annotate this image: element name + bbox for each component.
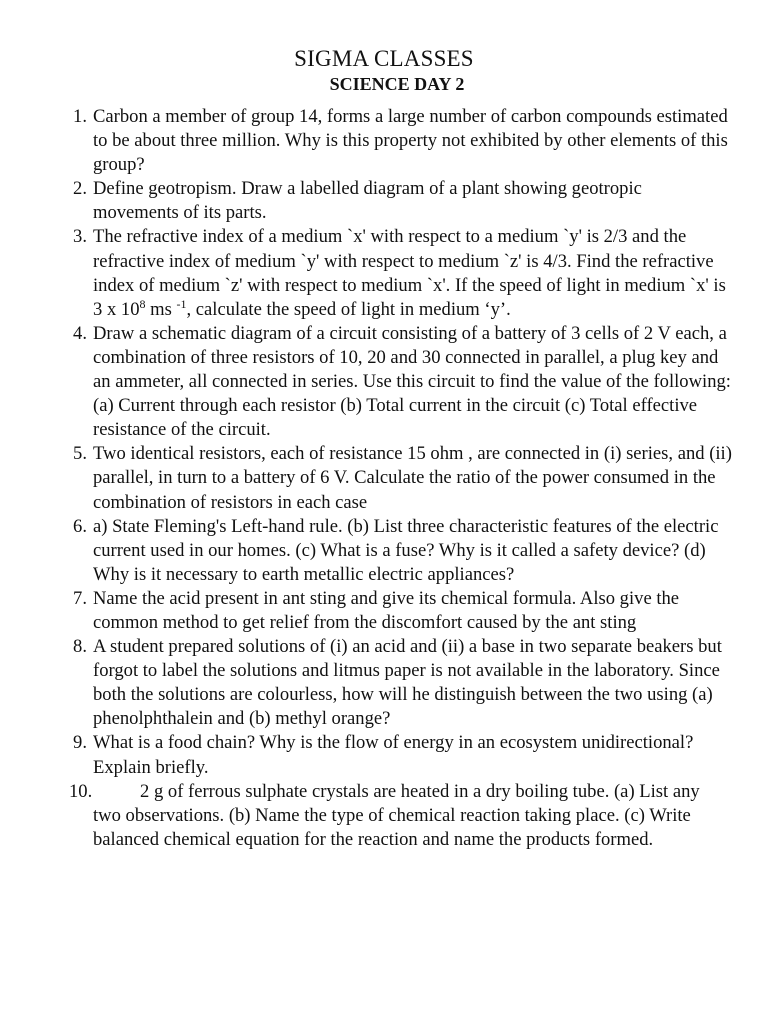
question-text: ms (145, 298, 177, 320)
question-number: 7. (73, 587, 87, 609)
question-number: 10. (69, 780, 93, 802)
question-number: 9. (73, 732, 87, 754)
question-1 (0, 105, 768, 177)
question-8 (0, 635, 768, 731)
question-text: , calculate the speed of light in medium ‘y’. (186, 298, 511, 320)
question-number: 1. (73, 106, 87, 127)
question-text: a) State Fleming's Left-hand rule. (b) List three characteristic features of the electric current used in our homes. (c) What is a fuse? Why is it called a safety device? (d) Why is it necessary to earth metallic electric appliances? (93, 515, 719, 585)
question-10 (0, 780, 768, 852)
question-2 (0, 177, 768, 225)
exponent: 8 (139, 296, 146, 311)
question-number: 5. (73, 443, 87, 465)
question-text: Draw a schematic diagram of a circuit consisting of a battery of 3 cells of 2 V each, a combination of three resistors of 10, 20 and 30 connected in parallel, a plug key and an ammeter, all connected in series. Use this circuit to find the value of the following: (a) Current through each resistor (b) Total current in the circuit (c) Total effective resistance of the circuit. (93, 322, 731, 441)
question-6 (0, 515, 768, 587)
document-subtitle: SCIENCE DAY 2 (329, 74, 465, 94)
question-number: 2. (73, 178, 87, 200)
question-number: 3. (73, 226, 87, 248)
question-text: 2 g of ferrous sulphate crystals are heated in a dry boiling tube. (a) List any two observations. (b) Name the type of chemical reaction taking place. (c) Write balanced chemical equation for the reaction and name the products formed. (93, 780, 700, 850)
question-text: Define geotropism. Draw a labelled diagram of a plant showing geotropic movements of its parts. (93, 178, 642, 224)
question-text: Name the acid present in ant sting and give its chemical formula. Also give the common method to get relief from the discomfort caused by the ant sting (93, 587, 680, 633)
question-number: 8. (73, 636, 87, 658)
question-3 (0, 225, 768, 321)
question-9 (0, 731, 768, 779)
exponent: -1 (176, 296, 187, 311)
question-number: 6. (73, 515, 87, 537)
question-list (0, 105, 768, 852)
question-text: The refractive index of a medium `x' with respect to a medium `y' is 2/3 and the refractive index of medium `y' with respect to medium `z' is 4/3. Find the refractive index of medium `z' with respect to medium `x'. If the speed of light in medium `x' is 3 x 10 (93, 226, 726, 320)
document-title: SIGMA CLASSES (294, 46, 474, 71)
question-text: What is a food chain? Why is the flow of energy in an ecosystem unidirectional? Explain briefly. (93, 732, 694, 778)
question-4 (0, 322, 768, 442)
question-7 (0, 587, 768, 635)
question-text: Carbon a member of group 14, forms a large number of carbon compounds estimated to be about three million. Why is this property not exhibited by other elements of this group? (93, 106, 728, 176)
question-text: Two identical resistors, each of resistance 15 ohm , are connected in (i) series, and (ii) parallel, in turn to a battery of 6 V. Calculate the ratio of the power consumed in the combination of resistors in each case (93, 443, 732, 513)
question-text: A student prepared solutions of (i) an acid and (ii) a base in two separate beakers but forgot to label the solutions and litmus paper is not available in the laboratory. Since both the solutions are colourless, how will he distinguish between the two using (a) phenolphthalein and (b) methyl orange? (93, 636, 722, 730)
question-5 (0, 442, 768, 514)
question-number: 4. (73, 322, 87, 344)
